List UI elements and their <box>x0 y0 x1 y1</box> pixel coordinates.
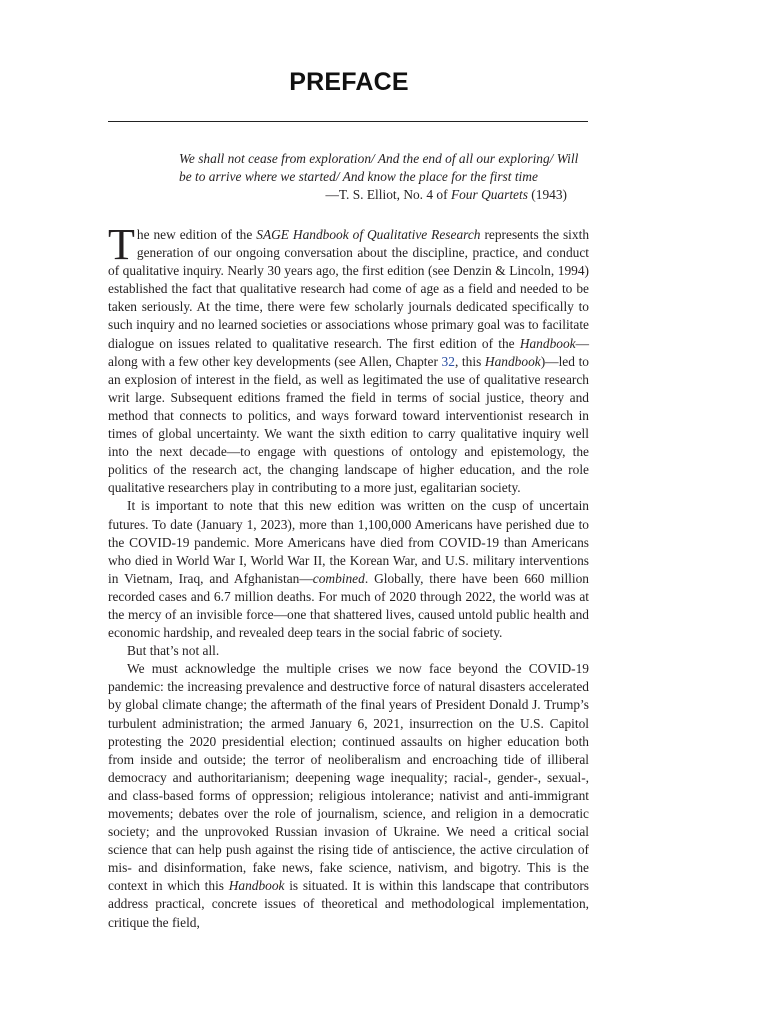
p4-text-2: is situated. It is within this landscape that contributors address practical, concrete issues of theoretical and methodological implementation, critique the field, <box>108 878 589 930</box>
p1-text-5: )—led to an explosion of interest in the field, as well as legitimated the use of qualitative research writ large. Subsequent editions framed the field in terms of social justice, theory and method that connects to politics, and ways forward toward interventionist research in times of global uncertainty. We want the sixth edition to carry qualitative inquiry well into the next decade—to engage with questions of ontology and epistemology, the politics of the research act, the changing landscape of higher education, and the role qualitative researchers play in contributing to a more just, egalitarian society. <box>108 353 589 496</box>
p1-text-4: , this <box>454 353 485 369</box>
page-title <box>0 68 698 97</box>
paragraph-1 <box>108 220 590 497</box>
p2-text-1: It is important to note that this new edition was written on the cusp of uncertain futures. To date (January 1, 2023), more than 1,100,000 Americans have perished due to the COVID-19 pandemic. More Americans have died from COVID-19 than Americans who died in World War I, World War II, the Korean War, and U.S. military interventions in Vietnam, Iraq, and Afghanistan— <box>108 498 589 586</box>
p2-text-2: . Globally, there have been 660 million recorded cases and 6.7 million deaths. For much of 2020 through 2022, the world was at the mercy of an invisible force—one that shattered lives, caused untold public health and economic hardship, and revealed deep tears in the social fabric of society. <box>108 570 589 641</box>
p4-text-1: We must acknowledge the multiple crises we now face beyond the COVID-19 pandemic: the increasing prevalence and destructive force of natural disasters accelerated by global climate change; the aftermath of the final years of President Donald J. Trump’s turbulent administration; the armed January 6, 2021, insurrection on the U.S. Capitol protesting the 2020 presidential election; continued assaults on higher education both from inside and outside; the terror of neoliberalism and encroaching tide of illiberal democracy and authoritarianism; deepening wage inequality; racial-, gender-, sexual-, and class-based forms of oppression; religious intolerance; nativist and anti-immigrant movements; debates over the role of journalism, science, and religion in a democratic society; and the unprovoked Russian invasion of Ukraine. We need a critical social science that can help push against the rising tide of antiscience, the active circulation of mis- and disinformation, fake news, fake science, nativism, and bigotry. This is the context in which this <box>108 661 589 894</box>
p2-combined: combined <box>312 570 365 586</box>
p1-text-3: —along with a few other key developments (see Allen, Chapter <box>108 335 589 369</box>
epigraph-quote: We shall not cease from exploration/ And the end of all our exploring/ Will be to arrive where we started/ And know the place for the first time <box>179 151 579 184</box>
chapter-link[interactable]: 32 <box>441 353 455 369</box>
title-divider <box>108 121 588 122</box>
page-title-text: PREFACE <box>289 68 409 96</box>
paragraph-4 <box>108 660 589 931</box>
paragraph-3: But that’s not all. <box>127 643 220 659</box>
attribution-work: Four Quartets <box>450 187 528 202</box>
p1-book-title: SAGE Handbook of Qualitative Research <box>256 227 481 242</box>
p1-text-2: represents the sixth generation of our ongoing conversation about the discipline, practice, and conduct of qualitative inquiry. Nearly 30 years ago, the first edition (see Denzin & Lincoln, 1994) established the fact that qualitative research had come of age as a field and needed to be taken seriously. At the time, there were few scholarly journals dedicated specifically to such inquiry and no learned societies or associations whose primary goal was to facilitate dialogue on issues related to qualitative research. The first edition of the <box>108 227 590 351</box>
p1-handbook-1: Handbook <box>519 335 576 351</box>
drop-cap: T <box>108 220 135 269</box>
attribution-author: —T. S. Elliot, No. 4 of <box>325 187 451 202</box>
body-text <box>108 220 590 932</box>
p4-handbook: Handbook <box>228 878 285 894</box>
p1-handbook-2: Handbook <box>484 353 541 369</box>
paragraph-2 <box>108 497 589 642</box>
p1-text-1: he new edition of the <box>136 227 257 242</box>
attribution-year: (1943) <box>527 187 567 202</box>
epigraph-attribution <box>179 186 567 204</box>
